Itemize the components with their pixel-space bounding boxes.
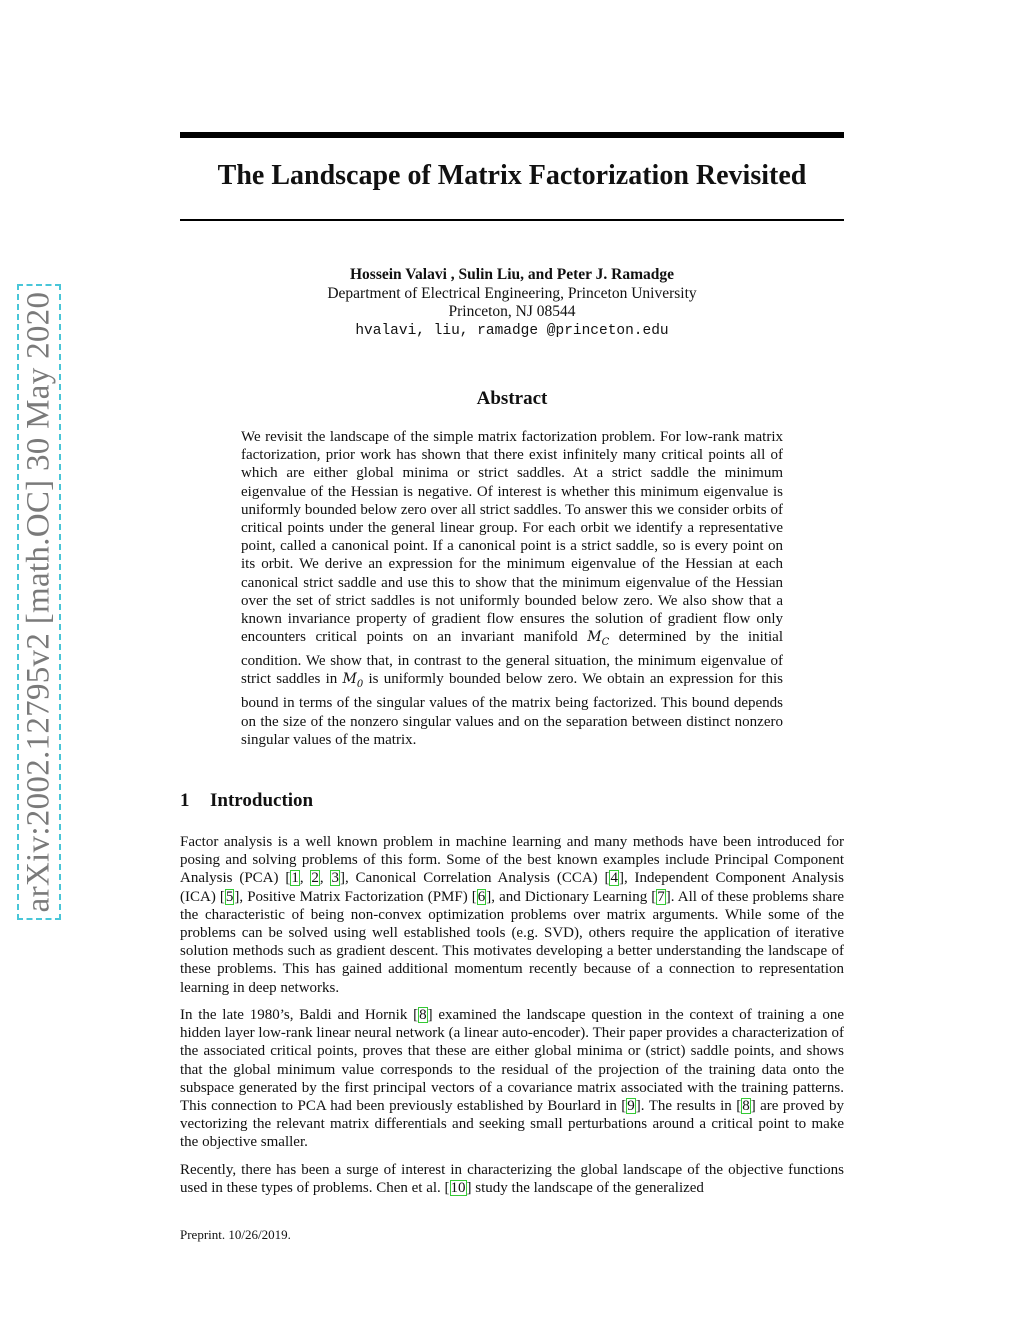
arxiv-identifier[interactable]: arXiv:2002.12795v2 [math.OC] 30 May 2020 — [20, 291, 57, 913]
citation-link[interactable]: 7 — [657, 888, 665, 905]
citation-link[interactable]: 6 — [477, 888, 486, 905]
intro-paragraph-2: In the late 1980’s, Baldi and Hornik [8] examined the landscape question in the context of training a one hidden layer low-rank linear neural network (a linear auto-encoder). Their paper provides a characterization of the associated critical points, proves that these are either global minima or (strict) saddle points, and shows that the global minimum value corresponds to the residual of the projection of the training data onto the subspace generated by the first principal vectors of a covariance matrix associated with the training patterns. This connection to PCA had been previously established by Bourlard in [9]. The results in [8] are proved by vectorizing the relevant matrix differentials and seeking small perturbations around a critical point to make the objective smaller. — [180, 1007, 844, 1151]
author-email: hvalavi, liu, ramadge @princeton.edu — [355, 322, 669, 339]
abstract-text-part: We revisit the landscape of the simple matrix factorization problem. For low-rank matrix factorization, prior work has shown that there exist infinitely many critical points all of which are either global minima or strict saddles. At a strict saddle the minimum eigenvalue of the Hessian is negative. Of interest is whether this minimum eigenvalue is uniformly bounded below zero over all strict saddles. To answer this we consider orbits of critical points under the general linear group. For each orbit we identify a representative point, called a canonical point. If a canonical point is a strict saddle, so is every point on its orbit. We derive an expression for the minimum eigenvalue of the Hessian at each canonical strict saddle and use this to show that the minimum eigenvalue of the Hessian over the set of strict saddles is not uniformly bounded below zero. We also show that a known invariance property of gradient flow ensures the solution of gradient flow only encounters critical points on an invariant manifold — [241, 429, 783, 646]
abstract-text — [241, 428, 783, 749]
citation-link[interactable]: 1 — [291, 870, 299, 887]
author-names: Hossein Valavi , Sulin Liu, and Peter J. Ramadge — [350, 266, 674, 283]
paper-title: The Landscape of Matrix Factorization Revisited — [217, 160, 807, 191]
section-title: Introduction — [210, 790, 314, 811]
citation-link[interactable]: 8 — [742, 1098, 750, 1115]
abstract-heading: Abstract — [476, 388, 548, 409]
title-bottom-rule — [180, 219, 844, 221]
math-manifold-0: $M_0$ — [342, 671, 364, 691]
title-top-rule — [180, 132, 844, 138]
citation-link[interactable]: 3 — [331, 870, 339, 887]
section-heading-introduction — [180, 790, 844, 812]
preprint-footer: Preprint. 10/26/2019. — [180, 1227, 291, 1242]
citation-link[interactable]: 5 — [225, 888, 234, 905]
author-department: Department of Electrical Engineering, Princeton University — [327, 284, 697, 302]
author-address: Princeton, NJ 08544 — [448, 303, 576, 320]
abstract-text-part: is uniformly bounded below zero. We obtain an expression for this bound in terms of the singular values of the matrix being factorized. This bound depends on the size of the nonzero singular values and on the separation between distinct nonzero singular values of the matrix. — [241, 671, 783, 748]
math-manifold-c: $M_C$ — [587, 629, 610, 649]
citation-link[interactable]: 2 — [311, 870, 319, 887]
citation-link[interactable]: 8 — [419, 1007, 427, 1023]
citation-link[interactable]: 4 — [610, 870, 618, 887]
abstract-text-part: determined by the initial condition. We show that, in contrast to the general situation, the minimum eigenvalue of strict saddles in — [241, 629, 783, 688]
citation-link[interactable]: 9 — [627, 1098, 635, 1115]
intro-paragraph-1: Factor analysis is a well known problem in machine learning and many methods have been introduced for posing and solving problems of this form. Some of the best known examples include Principal Component Analysis (PCA) [1, 2, 3], Canonical Correlation Analysis (CCA) [4], Independent Component Analysis (ICA) [5], Positive Matrix Factorization (PMF) [6], and Dictionary Learning [7]. All of these problems share the characteristic of being non-convex optimization problems over matrix arguments. While some of the problems can be solved using well established tools (e.g. SVD), others require the application of iterative solution methods such as gradient descent. This motivates developing a better understanding the landscape of these problems. This has gained additional momentum recently because of a connection to representation learning in deep networks. — [180, 834, 845, 996]
citation-link[interactable]: 10 — [450, 1180, 466, 1197]
section-number: 1 — [180, 790, 190, 811]
author-block — [180, 266, 844, 340]
intro-paragraph-3: Recently, there has been a surge of interest in characterizing the global landscape of the objective functions used in these types of problems. Chen et al. [10] study the landscape of the generalized — [180, 1162, 844, 1197]
